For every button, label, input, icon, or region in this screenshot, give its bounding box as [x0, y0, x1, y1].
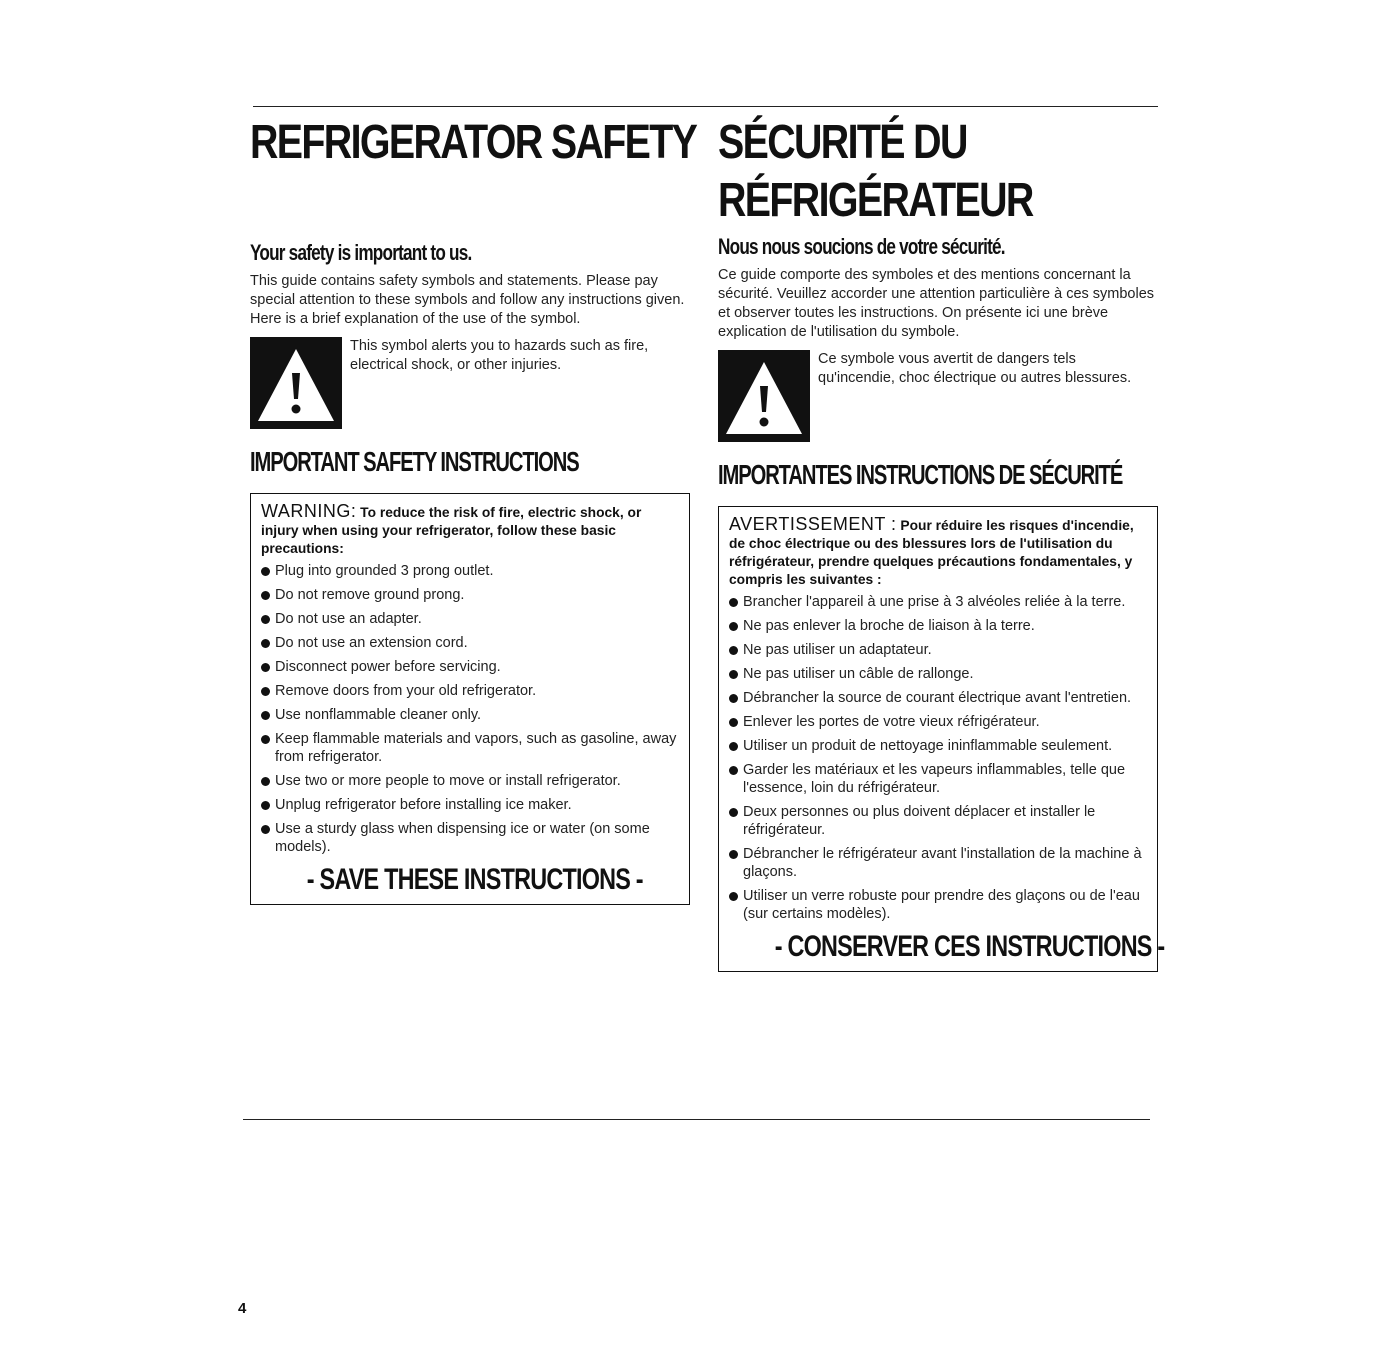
list-item: Garder les matériaux et les vapeurs inflammables, telle que l'essence, loin du réfrigérateur. — [729, 761, 1145, 797]
list-item: Use a sturdy glass when dispensing ice or water (on some models). — [261, 820, 677, 856]
list-item: Brancher l'appareil à une prise à 3 alvéoles reliée à la terre. — [729, 593, 1145, 611]
list-item: Do not use an extension cord. — [261, 634, 677, 652]
page-title-french-line1: SÉCURITÉ DU — [718, 116, 967, 169]
precautions-list-english — [261, 562, 677, 856]
safety-alert-triangle-icon — [250, 337, 342, 429]
page-title-french-line2: RÉFRIGÉRATEUR — [718, 174, 1033, 227]
warning-heading-french — [729, 515, 1145, 589]
symbol-block-french — [718, 350, 1158, 458]
list-item: Ne pas utiliser un câble de rallonge. — [729, 665, 1145, 683]
list-item: Enlever les portes de votre vieux réfrigérateur. — [729, 713, 1145, 731]
list-item: Débrancher la source de courant électrique avant l'entretien. — [729, 689, 1145, 707]
symbol-text-french: Ce symbole vous avertit de dangers tels qu'incendie, choc électrique ou autres blessures. — [818, 351, 1132, 386]
precautions-list-french — [729, 593, 1145, 923]
section-heading-english: IMPORTANT SAFETY INSTRUCTIONS — [250, 446, 579, 477]
section-heading-french: IMPORTANTES INSTRUCTIONS DE SÉCURITÉ — [718, 459, 1123, 490]
french-column — [718, 108, 1165, 972]
warning-box-french — [718, 506, 1165, 972]
page-title-english: REFRIGERATOR SAFETY — [250, 116, 697, 169]
top-rule — [253, 106, 1158, 107]
warning-word-french: AVERTISSEMENT : — [729, 514, 897, 534]
list-item: Do not remove ground prong. — [261, 586, 677, 604]
list-item: Remove doors from your old refrigerator. — [261, 682, 677, 700]
list-item: Do not use an adapter. — [261, 610, 677, 628]
list-item: Keep flammable materials and vapors, such as gasoline, away from refrigerator. — [261, 730, 677, 766]
list-item: Use nonflammable cleaner only. — [261, 706, 677, 724]
intro-english: This guide contains safety symbols and statements. Please pay special attention to these symbols and follow any instructions given. Here is a brief explanation of the use of the symbol. — [250, 273, 685, 327]
list-item: Deux personnes ou plus doivent déplacer et installer le réfrigérateur. — [729, 803, 1145, 839]
list-item: Ne pas enlever la broche de liaison à la terre. — [729, 617, 1145, 635]
warning-box-english — [250, 493, 690, 905]
english-column — [250, 108, 697, 905]
page-number: 4 — [238, 1300, 247, 1317]
safety-alert-triangle-icon — [718, 350, 810, 442]
bottom-rule — [243, 1119, 1150, 1120]
warning-text-english: To reduce the risk of fire, electric shock, or injury when using your refrigerator, follow these basic precautions: — [261, 505, 642, 556]
subtitle-english: Your safety is important to us. — [250, 240, 472, 265]
intro-french: Ce guide comporte des symboles et des mentions concernant la sécurité. Veuillez accorder une attention particulière à ces symboles et observer toutes les instructions. On présente ici une brève explication de l'utilisation du symbole. — [718, 267, 1155, 340]
save-instructions-french: - CONSERVER CES INSTRUCTIONS - — [774, 930, 1165, 963]
list-item: Utiliser un verre robuste pour prendre des glaçons ou de l'eau (sur certains modèles). — [729, 887, 1145, 923]
warning-text-french: Pour réduire les risques d'incendie, de choc électrique ou des blessures lors de l'utilisation du réfrigérateur, prendre quelques précautions fondamentales, y compris les suivantes : — [729, 518, 1134, 587]
warning-word-english: WARNING: — [261, 501, 357, 521]
list-item: Plug into grounded 3 prong outlet. — [261, 562, 677, 580]
warning-heading-english — [261, 502, 677, 558]
list-item: Unplug refrigerator before installing ice maker. — [261, 796, 677, 814]
symbol-text-english: This symbol alerts you to hazards such as fire, electrical shock, or other injuries. — [350, 338, 649, 373]
list-item: Utiliser un produit de nettoyage ininflammable seulement. — [729, 737, 1145, 755]
subtitle-french: Nous nous soucions de votre sécurité. — [718, 234, 1005, 259]
list-item: Disconnect power before servicing. — [261, 658, 677, 676]
list-item: Use two or more people to move or install refrigerator. — [261, 772, 677, 790]
list-item: Débrancher le réfrigérateur avant l'installation de la machine à glaçons. — [729, 845, 1145, 881]
save-instructions-english: - SAVE THESE INSTRUCTIONS - — [306, 863, 643, 896]
symbol-block-english — [250, 337, 690, 445]
page-title-french — [718, 114, 1079, 234]
list-item: Ne pas utiliser un adaptateur. — [729, 641, 1145, 659]
